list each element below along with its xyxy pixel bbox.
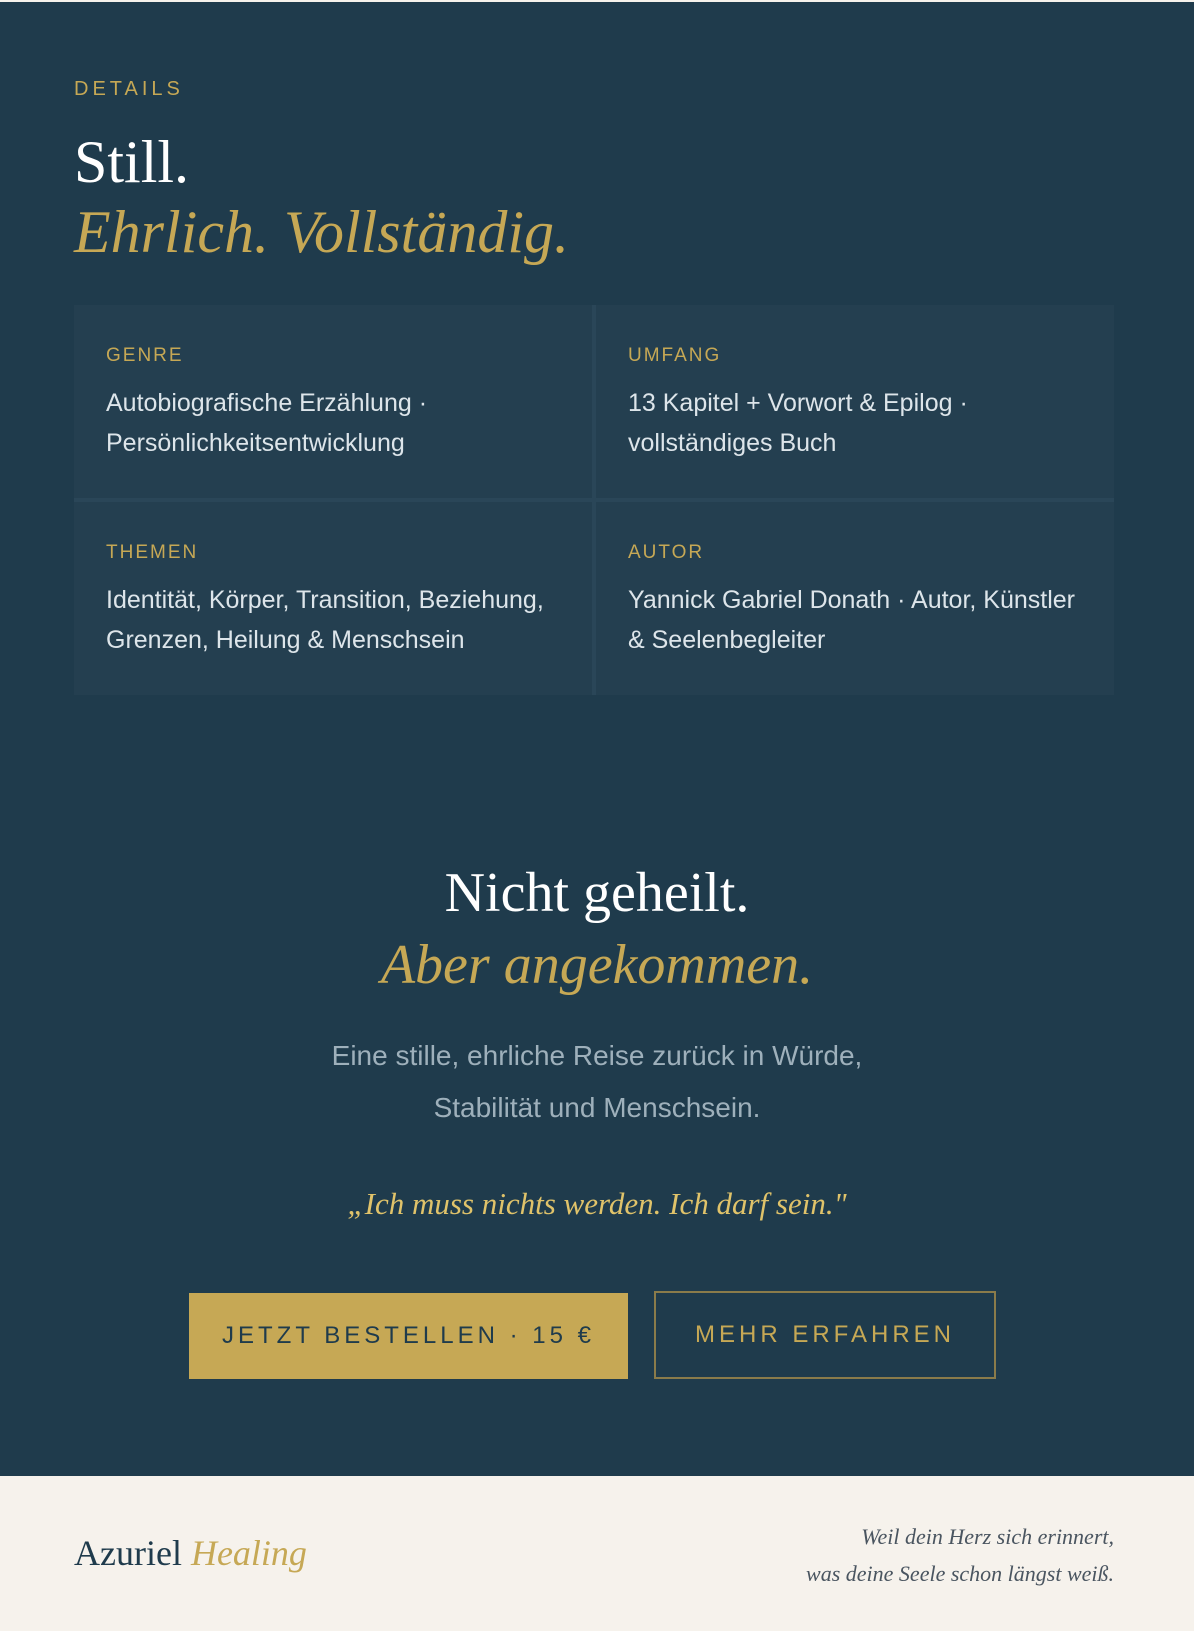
order-button[interactable]: JETZT BESTELLEN · 15 € [189,1293,628,1379]
detail-value: Yannick Gabriel Donath · Autor, Künstler & Seelenbegleiter [628,586,1075,654]
cta-headline-line2: Aber angekommen. [380,934,814,996]
learn-more-button[interactable]: MEHR ERFAHREN [654,1291,996,1379]
logo-text-healing: Healing [190,1533,307,1573]
detail-card-autor [596,502,1114,695]
details-grid [74,305,1114,695]
logo-text-azuriel: Azuriel [74,1533,182,1573]
section-title-line1: Still. [74,129,190,195]
section-eyebrow: DETAILS [74,78,184,100]
footer-tagline: Weil dein Herz sich erinnert, was deine Seele schon längst weiß. [806,1524,1114,1586]
footer-logo[interactable] [74,1532,307,1574]
detail-label: THEMEN [106,542,199,563]
detail-card-genre [74,305,592,498]
section-title-line2: Ehrlich. Vollständig. [74,199,569,265]
cta-quote: „Ich muss nichts werden. Ich darf sein." [347,1186,847,1221]
cta-headline-line1: Nicht geheilt. [444,862,750,924]
detail-label: GENRE [106,345,184,366]
detail-card-umfang [596,305,1114,498]
detail-label: UMFANG [628,345,722,366]
detail-value: Identität, Körper, Transition, Beziehung, Grenzen, Heilung & Menschsein [106,586,544,654]
detail-card-themen [74,502,592,695]
cta-subtitle: Eine stille, ehrliche Reise zurück in Würde, Stabilität und Menschsein. [331,1040,863,1123]
detail-label: AUTOR [628,542,705,563]
detail-value: Autobiografische Erzählung · Persönlichkeitsentwicklung [106,389,428,457]
detail-value: 13 Kapitel + Vorwort & Epilog · vollständiges Buch [628,389,968,457]
